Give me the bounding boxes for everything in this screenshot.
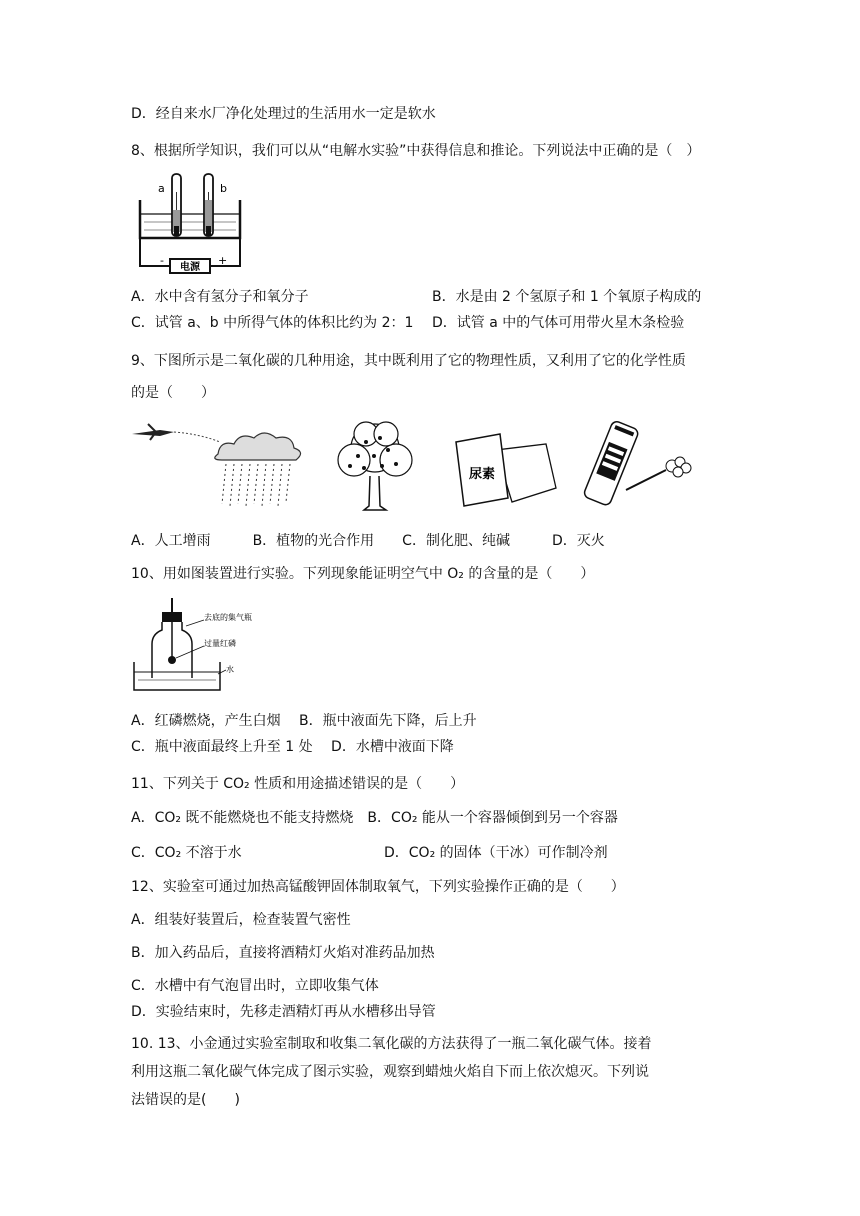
q13-line2: 利用这瓶二氧化碳气体完成了图示实验，观察到蜡烛火焰自下而上依次熄灭。下列说 — [131, 1064, 649, 1080]
fertilizer-bag-label: 尿素 — [468, 467, 496, 482]
q12-option-d: D．实验结束时，先移走酒精灯再从水槽移出导管 — [131, 1004, 436, 1020]
q12-stem: 12、实验室可通过加热高锰酸钾固体制取氧气，下列实验操作正确的是（ ） — [131, 879, 625, 895]
phosphorus-label: 过量红磷 — [204, 639, 236, 648]
q12-option-b: B．加入药品后，直接将酒精灯火焰对准药品加热 — [131, 945, 435, 961]
q12-option-c: C．水槽中有气泡冒出时，立即收集气体 — [131, 978, 379, 994]
q8-option-c: C．试管 a、b 中所得气体的体积比约为 2：1 — [131, 315, 414, 331]
plus-sign: + — [218, 254, 228, 267]
minus-sign: - — [160, 254, 164, 267]
q9-stem-line2: 的是（ ） — [131, 385, 215, 401]
q8-stem: 8、根据所学知识，我们可以从“电解水实验”中获得信息和推论。下列说法中正确的是（ ） — [131, 143, 701, 159]
q7-option-d: D．经自来水厂净化处理过的生活用水一定是软水 — [131, 106, 436, 122]
tube-b-label: b — [220, 182, 227, 195]
bottle-label: 去底的集气瓶 — [204, 613, 252, 622]
q9-options: A．人工增雨 B．植物的光合作用 C．制化肥、纯碱 D．灭火 — [131, 533, 605, 549]
q13-line3: 法错误的是( ) — [131, 1092, 240, 1108]
fertilizer-bag-figure — [452, 432, 560, 510]
tree-figure — [336, 420, 414, 512]
phosphorus-combustion-figure — [132, 598, 254, 694]
q12-option-a: A．组装好装置后，检查装置气密性 — [131, 912, 351, 928]
q11-options-ab: A．CO₂ 既不能燃烧也不能支持燃烧 B．CO₂ 能从一个容器倾倒到另一个容器 — [131, 810, 618, 826]
fire-extinguisher-figure — [582, 420, 710, 512]
q9-stem-line1: 9、下图所示是二氧化碳的几种用途，其中既利用了它的物理性质，又利用了它的化学性质 — [131, 353, 686, 369]
q10-options-cd: C．瓶中液面最终上升至 1 处 D．水槽中液面下降 — [131, 739, 454, 755]
q10-options-ab: A．红磷燃烧，产生白烟 B．瓶中液面先下降，后上升 — [131, 713, 477, 729]
artificial-rain-figure — [130, 420, 310, 510]
q10-stem: 10、用如图装置进行实验。下列现象能证明空气中 O₂ 的含量的是（ ） — [131, 566, 595, 582]
q11-stem: 11、下列关于 CO₂ 性质和用途描述错误的是（ ） — [131, 776, 465, 792]
q8-option-a: A．水中含有氢分子和氧分子 — [131, 289, 309, 305]
water-label: 水 — [226, 665, 234, 674]
q11-option-d: D．CO₂ 的固体（干冰）可作制冷剂 — [384, 845, 608, 861]
power-supply-label: 电源 — [180, 262, 200, 273]
q11-option-c: C．CO₂ 不溶于水 — [131, 845, 242, 861]
electrolysis-apparatus-figure — [132, 170, 250, 275]
tube-a-label: a — [158, 182, 165, 195]
q8-option-d: D．试管 a 中的气体可用带火星木条检验 — [432, 315, 685, 331]
q8-option-b: B．水是由 2 个氢原子和 1 个氧原子构成的 — [432, 289, 702, 305]
q13-line1: 10. 13、小金通过实验室制取和收集二氧化碳的方法获得了一瓶二氧化碳气体。接着 — [131, 1036, 652, 1052]
